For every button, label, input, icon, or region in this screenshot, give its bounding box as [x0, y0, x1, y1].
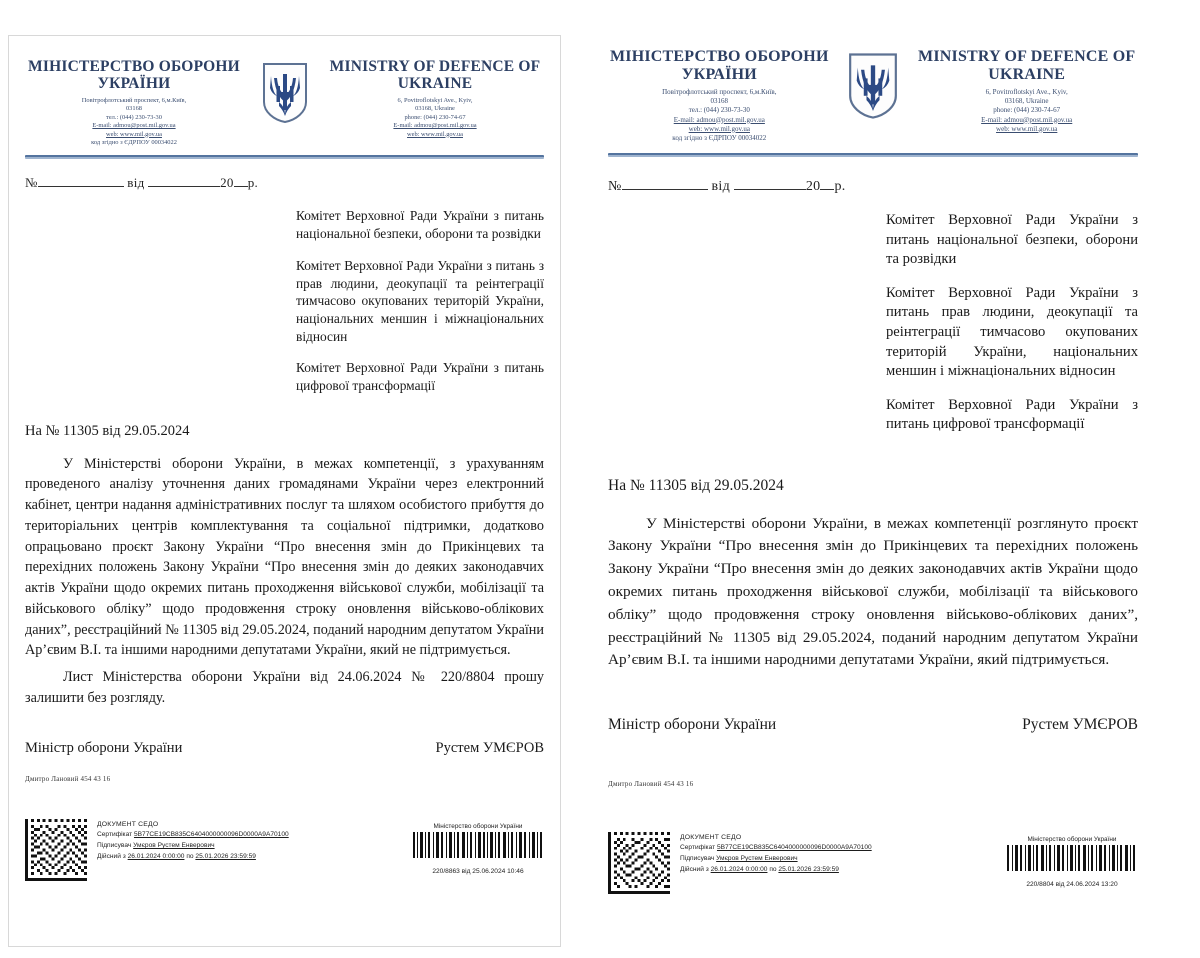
signatory-position: Міністр оборони України — [25, 740, 183, 757]
contact-edrpou-uk: код згідно з ЄДРПОУ 00034022 — [672, 133, 767, 142]
contact-edrpou-uk: код згідно з ЄДРПОУ 00034022 — [91, 138, 177, 146]
number-blank — [38, 186, 124, 187]
contact-email-en: E-mail: admou@post.mil.gov.ua — [393, 122, 477, 130]
number-symbol: № — [25, 175, 38, 191]
addressee-item: Комітет Верховної Ради України з питань цифрової трансформації — [296, 360, 544, 393]
contact-phone-uk: тел.: (044) 230-73-30 — [106, 113, 162, 121]
body-paragraph: У Міністерстві оборони України, в межах компетенції розглянуто проєкт Закону України “Про внесення змін до Прикінцевих та перехідних положень Закону України “Про внесення змін до деяких законодавчих актів України щодо окремих питань проходження військової служби, мобілізації та військового обліку” щодо продовження строку оновлення військово-облікових даних”, реєстраційний № 11305 від 29.05.2024, поданий народним депутатом України Ар’євим В.І. та іншими народними депутатами України, який підтримується. — [608, 514, 1138, 669]
ministry-title-uk: МІНІСТЕРСТВО ОБОРОНИ УКРАЇНИ — [28, 58, 240, 93]
contact-email-uk: E-mail: admou@post.mil.gov.ua — [92, 122, 176, 130]
cedo-validity-mid: по — [769, 865, 777, 873]
addressee-item: Комітет Верховної Ради України з питань цифрової трансформації — [886, 396, 1138, 433]
signatory-name: Рустем УМЄРОВ — [435, 740, 544, 757]
cedo-valid-to: 25.01.2026 23:59:59 — [195, 852, 256, 860]
ministry-contacts-en — [326, 97, 544, 139]
document-number-line — [25, 175, 544, 191]
document-barcode-icon — [412, 832, 544, 858]
ministry-contacts-uk — [608, 88, 831, 143]
cedo-valid-from: 26.01.2024 0:00:00 — [710, 865, 768, 873]
number-blank — [622, 189, 708, 190]
ministry-title-en: MINISTRY OF DEFENCE OF UKRAINE — [918, 48, 1136, 83]
ukraine-trident-emblem-icon — [846, 48, 900, 120]
cedo-signer-value: Умєров Рустем Енверович — [716, 854, 798, 862]
contact-zip-en: 03168, Ukraine — [1004, 97, 1049, 106]
cedo-details — [97, 819, 289, 862]
year-suffix: р. — [247, 175, 259, 191]
addressee-item: Комітет Верховної Ради України з питань національної безпеки, оборони та розвідки — [296, 208, 544, 242]
letter-page-right — [586, 0, 1160, 958]
letterhead-left — [25, 58, 544, 147]
contact-phone-uk: тел.: (044) 230-73-30 — [688, 106, 750, 115]
cedo-signer-label: Підписувач — [680, 854, 715, 862]
letter-page-left — [8, 35, 561, 947]
ministry-title-uk: МІНІСТЕРСТВО ОБОРОНИ УКРАЇНИ — [610, 48, 829, 83]
contact-web-en: web: www.mil.gov.ua — [407, 130, 463, 138]
letterhead-uk-block — [25, 58, 243, 147]
letter-body — [608, 513, 1138, 673]
barcode-number: 220/8804 від 24.06.2024 13:20 — [1026, 881, 1118, 889]
ukraine-trident-emblem-icon — [260, 58, 310, 124]
cedo-validity-label: Дійсний з — [97, 852, 126, 860]
year-prefix: 20 — [805, 179, 821, 195]
contact-web-uk: web: www.mil.gov.ua — [688, 124, 750, 133]
signature-block — [25, 740, 544, 757]
barcode-number: 220/8863 від 25.06.2024 10:46 — [432, 868, 524, 876]
cedo-footer — [25, 819, 544, 881]
letterhead-divider-rule — [25, 155, 544, 159]
cedo-certificate-label: Сертифікат — [97, 831, 133, 839]
contact-zip-uk: 03168 — [710, 97, 729, 106]
letterhead-right — [608, 48, 1138, 143]
document-barcode-icon — [1006, 845, 1138, 871]
contact-email-en: E-mail: admou@post.mil.gov.ua — [981, 115, 1073, 124]
contact-address-en: 6, Povitroflotskyi Ave., Kyiv, — [985, 87, 1068, 96]
year-blank — [234, 186, 248, 187]
signatory-name: Рустем УМЄРОВ — [1022, 716, 1138, 734]
body-paragraph: Лист Міністерства оборони України від 24.06.2024 № 220/8804 прошу залишити без розгляду. — [25, 668, 544, 706]
cedo-certificate-row — [680, 843, 872, 854]
cedo-valid-to: 25.01.2026 23:59:59 — [778, 865, 839, 873]
date-blank — [734, 189, 806, 190]
date-label: від — [711, 179, 731, 195]
cedo-title: ДОКУМЕНТ СЕДО — [97, 821, 159, 829]
reference-line: На № 11305 від 29.05.2024 — [608, 476, 784, 494]
cedo-certificate-row — [97, 830, 289, 841]
contact-zip-uk: 03168 — [125, 105, 142, 113]
year-prefix: 20 — [220, 175, 234, 191]
executor-line: Дмитро Лановий 454 43 16 — [608, 780, 694, 789]
cedo-details — [680, 832, 872, 875]
cedo-validity-row — [680, 865, 872, 876]
contact-address-uk: Повітрофлотський проспект, 6,м.Київ, — [662, 87, 777, 96]
barcode-caption: Міністерство оборони України — [1027, 836, 1117, 844]
year-blank — [820, 189, 834, 190]
number-symbol: № — [608, 179, 622, 195]
contact-address-uk: Повітрофлотський проспект, 6,м.Київ, — [81, 96, 187, 104]
document-number-line — [608, 179, 1138, 195]
addressee-block — [886, 211, 1138, 434]
letterhead-en-block — [326, 58, 544, 139]
barcode-caption: Міністерство оборони України — [433, 823, 523, 831]
contact-web-uk: web: www.mil.gov.ua — [106, 130, 162, 138]
cedo-title: ДОКУМЕНТ СЕДО — [680, 834, 742, 842]
barcode-block — [1006, 832, 1138, 888]
contact-phone-en: phone: (044) 230-74-67 — [993, 106, 1061, 115]
cedo-signer-row — [97, 841, 289, 852]
cedo-valid-from: 26.01.2024 0:00:00 — [127, 852, 185, 860]
cedo-validity-row — [97, 852, 289, 863]
contact-zip-en: 03168, Ukraine — [415, 105, 455, 113]
cedo-footer — [608, 832, 1138, 894]
addressee-item: Комітет Верховної Ради України з питань з прав людини, деокупації та реінтеграції тимчасово окупованих територій України, національних меншин і міжнаціональних відносин — [296, 257, 544, 344]
addressee-item: Комітет Верховної Ради України з питань прав людини, деокупації та реінтеграції тимчасово окупованих територій України, національних меншин і міжнаціональних відносин — [886, 284, 1138, 380]
signatory-position: Міністр оборони України — [608, 716, 777, 734]
barcode-block — [412, 819, 544, 875]
cedo-certificate-value: 5B77CE19CB835C6404000000096D0000A9A70100 — [133, 831, 289, 839]
contact-email-uk: E-mail: admou@post.mil.gov.ua — [673, 115, 765, 124]
ministry-contacts-uk — [25, 97, 243, 148]
ministry-contacts-en — [915, 88, 1138, 134]
cedo-certificate-value: 5B77CE19CB835C6404000000096D0000A9A70100 — [716, 844, 872, 852]
ministry-title-en: MINISTRY OF DEFENCE OF UKRAINE — [329, 58, 541, 93]
letterhead-divider-rule — [608, 153, 1138, 157]
addressee-block — [296, 207, 544, 394]
letterhead-en-block — [915, 48, 1138, 134]
reference-line: На № 11305 від 29.05.2024 — [25, 422, 190, 439]
contact-address-en: 6, Povitroflotskyi Ave., Kyiv, — [397, 96, 473, 104]
date-label: від — [127, 175, 145, 191]
contact-web-en: web: www.mil.gov.ua — [996, 124, 1058, 133]
cedo-certificate-label: Сертифікат — [680, 844, 716, 852]
cedo-validity-label: Дійсний з — [680, 865, 709, 873]
letter-body — [25, 454, 544, 709]
cedo-signer-label: Підписувач — [97, 842, 132, 850]
date-blank — [148, 186, 220, 187]
cedo-validity-mid: по — [186, 852, 194, 860]
signature-block — [608, 716, 1138, 734]
cedo-signer-value: Умєров Рустем Енверович — [133, 842, 215, 850]
year-suffix: р. — [834, 179, 846, 195]
addressee-item: Комітет Верховної Ради України з питань національної безпеки, оборони та розвідки — [886, 212, 1138, 268]
body-paragraph: У Міністерстві оборони України, в межах компетенції, з урахуванням проведеного аналізу уточнення даних громадянами України через електронний кабінет, центри надання адміністративних послуг та шляхом особистого прибуття до територіальних центрів комплектування та соціальної підтримки, додатково опрацьовано проєкт Закону України “Про внесення змін до Прикінцевих та перехідних положень Закону України “Про внесення змін до деяких законодавчих актів України щодо окремих питань проходження військової служби, мобілізації та військового обліку” щодо продовження строку оновлення військово-облікових даних”, реєстраційний № 11305 від 29.05.2024, поданий народним депутатом України Ар’євим В.І. та іншими народними депутатами України, який не підтримується. — [25, 455, 544, 659]
executor-line: Дмитро Лановий 454 43 16 — [25, 775, 111, 784]
datamatrix-signature-code-icon — [608, 832, 670, 894]
cedo-signer-row — [680, 854, 872, 865]
letterhead-uk-block — [608, 48, 831, 143]
datamatrix-signature-code-icon — [25, 819, 87, 881]
contact-phone-en: phone: (044) 230-74-67 — [404, 113, 466, 121]
